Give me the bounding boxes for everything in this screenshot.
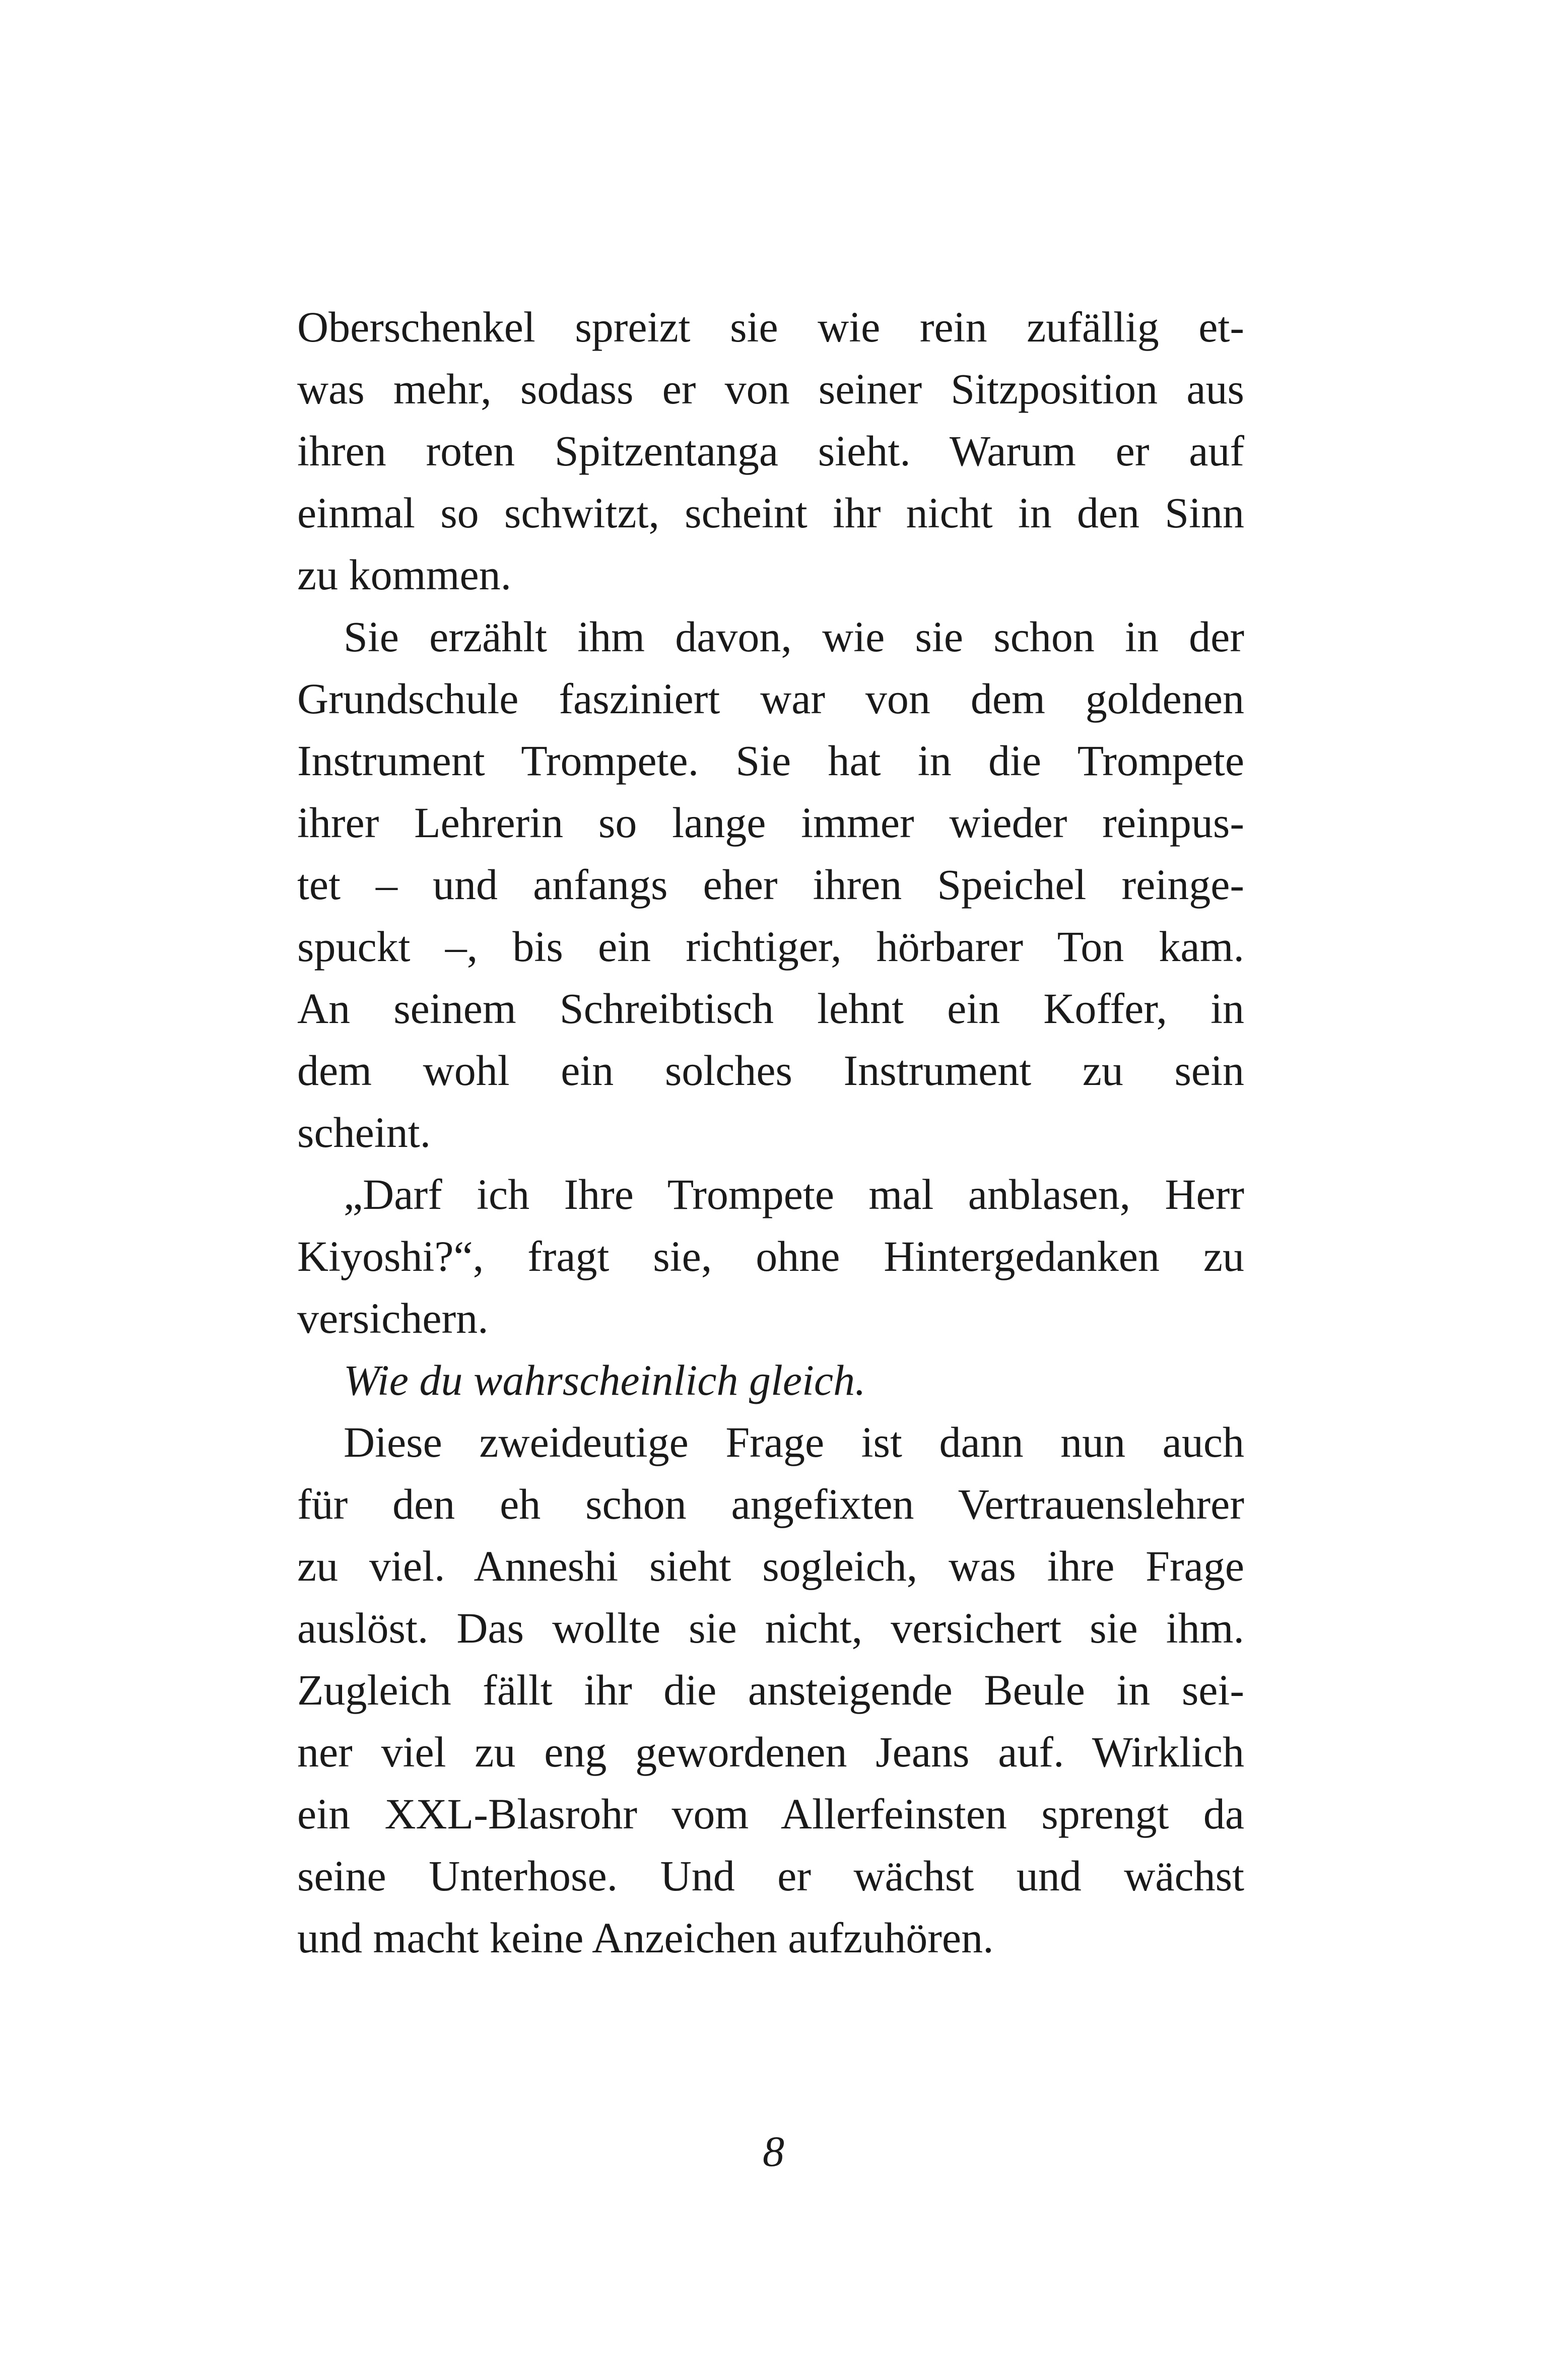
text-line: „Darf ich Ihre Trompete mal anblasen, Herr xyxy=(344,1170,1244,1218)
text-line: zu viel. Anneshi sieht sogleich, was ihre Frage xyxy=(297,1542,1244,1590)
text-line: dem wohl ein solches Instrument zu sein xyxy=(297,1046,1244,1095)
text-line: scheint. xyxy=(297,1108,431,1157)
text-line: Oberschenkel spreizt sie wie rein zufällig et- xyxy=(297,303,1244,351)
text-line: tet – und anfangs eher ihren Speichel reinge- xyxy=(297,860,1244,909)
text-line: für den eh schon angefixten Vertrauenslehrer xyxy=(297,1480,1244,1528)
text-line: zu kommen. xyxy=(297,551,512,599)
text-line: ner viel zu eng gewordenen Jeans auf. Wirklich xyxy=(297,1728,1244,1776)
text-line: auslöst. Das wollte sie nicht, versichert sie ihm. xyxy=(297,1604,1244,1652)
page-number: 8 xyxy=(763,2127,784,2175)
text-line: Zugleich fällt ihr die ansteigende Beule in sei- xyxy=(297,1666,1244,1714)
text-line: und macht keine Anzeichen aufzuhören. xyxy=(297,1914,994,1962)
text-line: spuckt –, bis ein richtiger, hörbarer Ton kam. xyxy=(297,922,1244,971)
text-line: Diese zweideutige Frage ist dann nun auch xyxy=(344,1418,1244,1466)
text-line: An seinem Schreibtisch lehnt ein Koffer, in xyxy=(297,984,1244,1033)
body-text xyxy=(297,296,1244,1969)
text-line: ihren roten Spitzentanga sieht. Warum er auf xyxy=(297,427,1244,475)
text-line: versichern. xyxy=(297,1294,489,1342)
text-line: was mehr, sodass er von seiner Sitzposition aus xyxy=(297,365,1244,413)
italic-text-line: Wie du wahrscheinlich gleich. xyxy=(344,1356,866,1404)
text-line: Grundschule fasziniert war von dem goldenen xyxy=(297,674,1244,723)
text-line: Kiyoshi?“, fragt sie, ohne Hintergedanken zu xyxy=(297,1232,1244,1280)
text-line: einmal so schwitzt, scheint ihr nicht in den Sinn xyxy=(297,489,1244,537)
text-line: seine Unterhose. Und er wächst und wächst xyxy=(297,1852,1244,1900)
text-line: Instrument Trompete. Sie hat in die Trompete xyxy=(297,736,1244,785)
text-line: ihrer Lehrerin so lange immer wieder reinpus- xyxy=(297,798,1244,847)
text-line: Sie erzählt ihm davon, wie sie schon in der xyxy=(344,613,1244,661)
text-line: ein XXL-Blasrohr vom Allerfeinsten sprengt da xyxy=(297,1790,1244,1838)
